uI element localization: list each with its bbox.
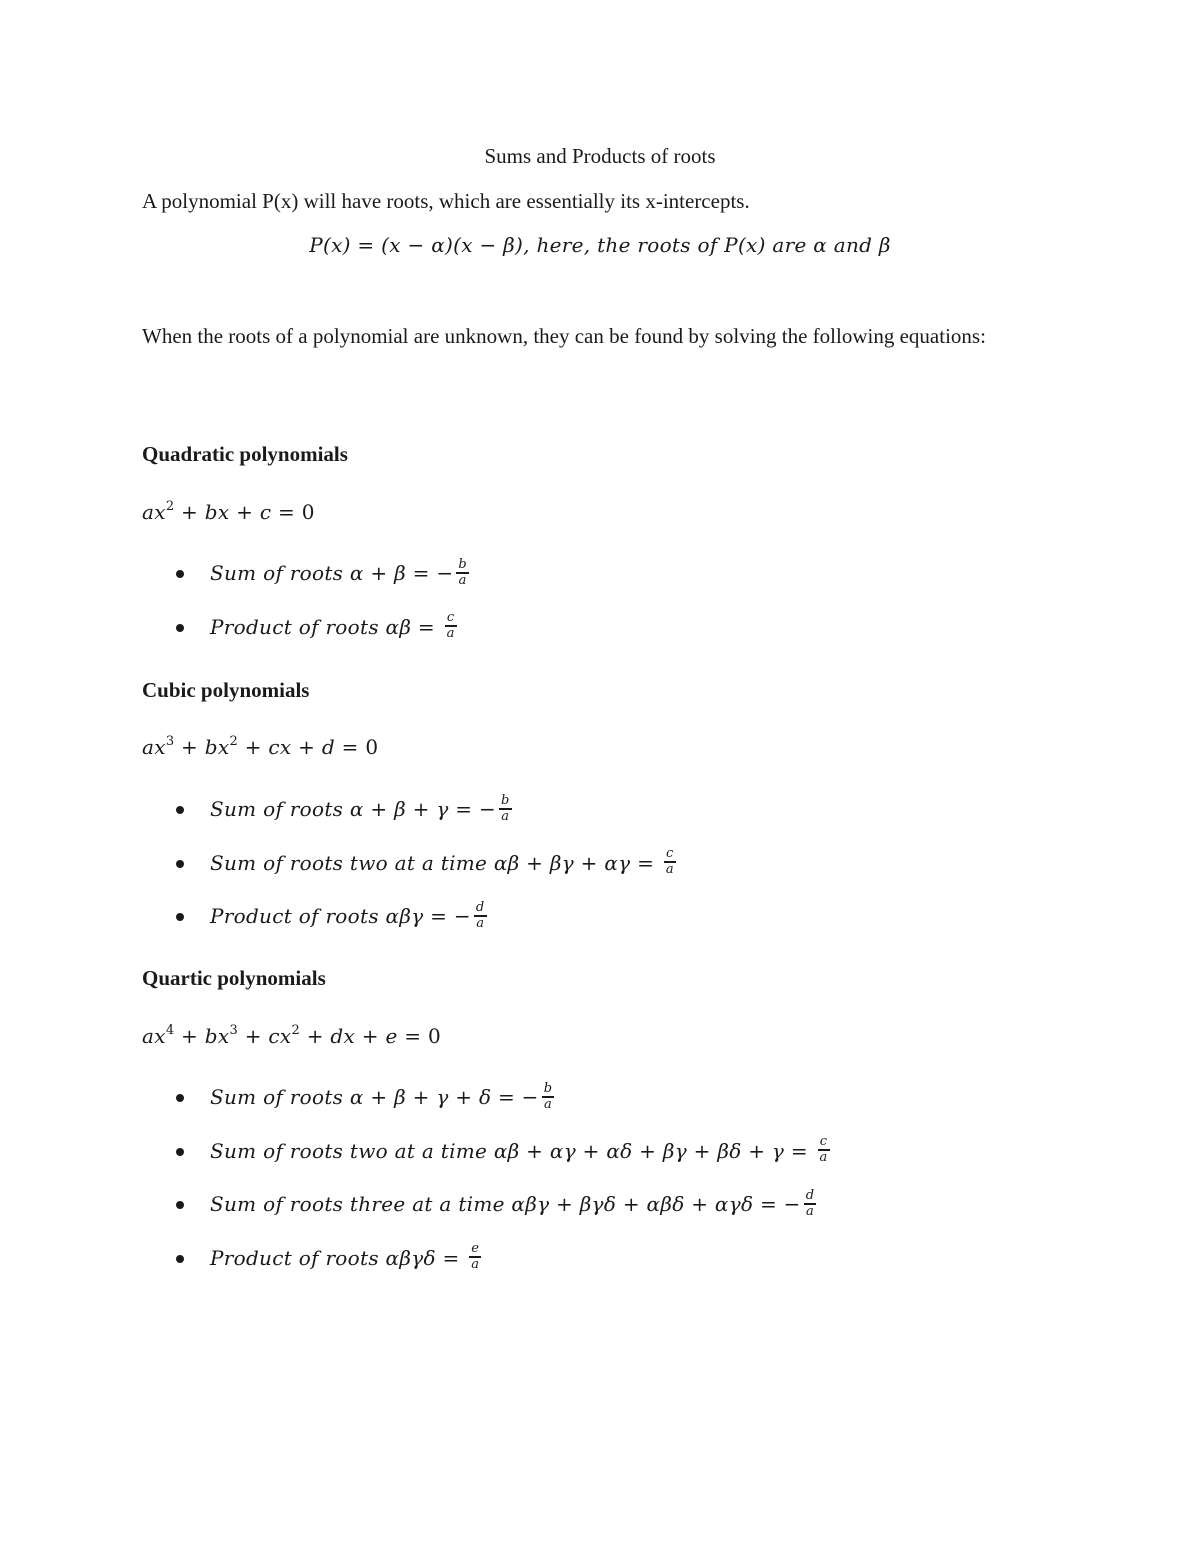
fraction: $\frac{b}{a}$ xyxy=(543,1080,553,1112)
list-item: Product of roots αβγδ = $\frac{e}{a}$ xyxy=(168,1243,830,1275)
list-item: Sum of roots two at a time αβ + αγ + αδ + βγ + βδ + γ = $\frac{c}{a}$ xyxy=(168,1136,830,1168)
intro-paragraph: A polynomial P(x) will have roots, which are essentially its x-intercepts. xyxy=(142,189,750,213)
list-item: Sum of roots α + β + γ = − $\frac{b}{a}$ xyxy=(168,794,676,826)
fraction: $\frac{e}{a}$ xyxy=(471,1241,480,1272)
quadratic-equation: $ax^2$ + bx + c = 0 xyxy=(142,499,315,524)
list-item: Sum of roots α + β + γ + δ = − $\frac{b}{a}$ xyxy=(168,1082,830,1114)
list-item: Sum of roots two at a time αβ + βγ + αγ = $\frac{c}{a}$ xyxy=(168,848,676,880)
quadratic-list xyxy=(168,558,469,643)
description-paragraph: When the roots of a polynomial are unknown, they can be found by solving the following equations: xyxy=(142,324,986,348)
intro-equation: P(x) = (x − α)(x − β), here, the roots of P(x) are α and β xyxy=(309,233,891,257)
list-item: Sum of roots α + β = − $\frac{b}{a}$ xyxy=(168,558,469,590)
section-heading-quadratic: Quadratic polynomials xyxy=(142,442,348,466)
section-heading-cubic: Cubic polynomials xyxy=(142,678,310,702)
section-heading-quartic: Quartic polynomials xyxy=(142,966,326,990)
fraction: $\frac{d}{a}$ xyxy=(475,899,485,931)
fraction: $\frac{c}{a}$ xyxy=(665,846,674,877)
fraction: $\frac{b}{a}$ xyxy=(501,792,510,824)
list-item: Sum of roots three at a time αβγ + βγδ + αβδ + αγδ = − $\frac{d}{a}$ xyxy=(168,1189,830,1221)
quartic-list xyxy=(168,1082,830,1274)
quartic-equation: $ax^4 + bx^3 + cx^2$ + dx + e = 0 xyxy=(142,1023,442,1048)
fraction: $\frac{b}{a}$ xyxy=(458,556,468,588)
list-item: Product of roots αβ = $\frac{c}{a}$ xyxy=(168,612,469,644)
page-title: Sums and Products of roots xyxy=(484,144,716,168)
cubic-equation: $ax^3 + bx^2$ + cx + d = 0 xyxy=(142,734,379,759)
list-item: Product of roots αβγ = − $\frac{d}{a}$ xyxy=(168,901,676,933)
cubic-list xyxy=(168,794,676,933)
fraction: $\frac{c}{a}$ xyxy=(819,1134,828,1165)
fraction: $\frac{c}{a}$ xyxy=(446,610,455,641)
fraction: $\frac{d}{a}$ xyxy=(805,1187,815,1219)
